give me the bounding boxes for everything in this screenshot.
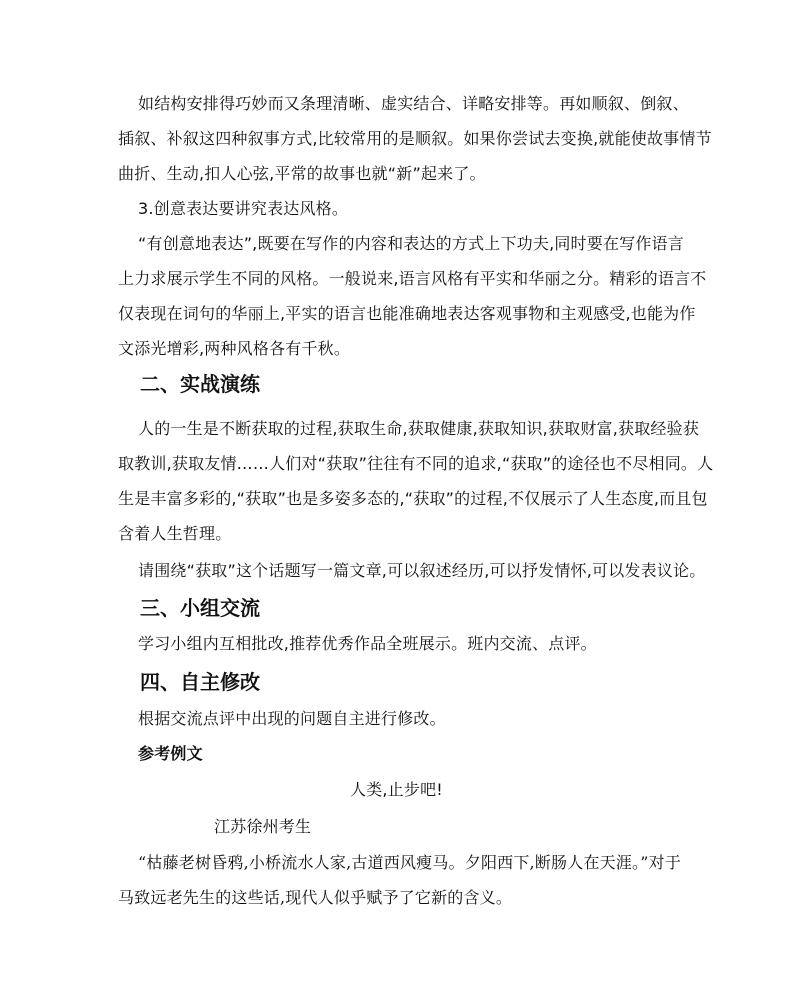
paragraph-line: 取教训,获取友情……人们对“获取”往往有不同的追求,“获取”的途径也不尽相同。人 (118, 454, 714, 473)
section-heading: 二、实战演练 (140, 372, 260, 396)
paragraph-line: 生是丰富多彩的,“获取”也是多姿多态的,“获取”的过程,不仅展示了人生态度,而且包 (118, 489, 708, 508)
paragraph-line: 马致远老先生的这些话,现代人似乎赋予了它新的含义。 (118, 888, 513, 907)
paragraph-line: 上力求展示学生不同的风格。一般说来,语言风格有平实和华丽之分。精彩的语言不 (118, 269, 707, 288)
paragraph-line: 仅表现在词句的华丽上,平实的语言也能准确地表达客观事物和主观感受,也能为作 (118, 304, 696, 323)
paragraph-line: 人的一生是不断获取的过程,获取生命,获取健康,获取知识,获取财富,获取经验获 (138, 419, 700, 438)
paragraph-line: 文添光增彩,两种风格各有千秋。 (118, 339, 351, 358)
paragraph-line: 曲折、生动,扣人心弦,平常的故事也就“新”起来了。 (118, 164, 486, 183)
section-heading: 三、小组交流 (140, 596, 260, 620)
example-label: 参考例文 (138, 744, 203, 763)
paragraph-line: 根据交流点评中出现的问题自主进行修改。 (138, 709, 446, 728)
example-author: 江苏徐州考生 (214, 817, 312, 836)
paragraph-line: 学习小组内互相批改,推荐优秀作品全班展示。班内交流、点评。 (138, 634, 597, 653)
paragraph-line: 如结构安排得巧妙而又条理清晰、虚实结合、详略安排等。再如顺叙、倒叙、 (138, 94, 689, 113)
paragraph-line: 插叙、补叙这四种叙事方式,比较常用的是顺叙。如果你尝试去变换,就能使故事情节 (118, 129, 712, 148)
section-heading: 四、自主修改 (140, 670, 260, 694)
paragraph-line: “有创意地表达”,既要在写作的内容和表达的方式上下功夫,同时要在写作语言 (138, 234, 684, 253)
example-title: 人类,止步吧! (350, 780, 443, 799)
paragraph-line: 请围绕“获取”这个话题写一篇文章,可以叙述经历,可以抒发情怀,可以发表议论。 (138, 561, 706, 580)
paragraph-line: “枯藤老树昏鸦,小桥流水人家,古道西风瘦马。夕阳西下,断肠人在天涯。”对于 (138, 853, 682, 872)
point-heading-text: 3.创意表达要讲究表达风格。 (138, 199, 349, 218)
paragraph-line: 含着人生哲理。 (118, 524, 232, 543)
